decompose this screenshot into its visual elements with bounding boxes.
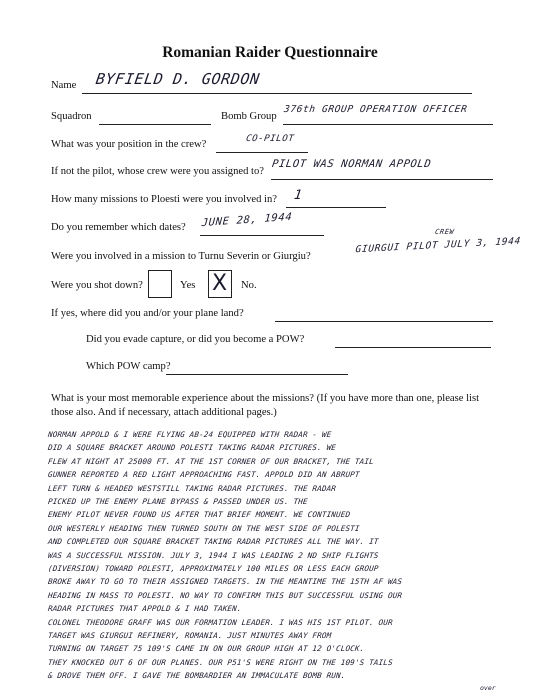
dates-label: Do you remember which dates? <box>51 222 186 233</box>
pow-camp-line <box>166 374 348 375</box>
missions-value: 1 <box>292 188 304 203</box>
page-title: Romanian Raider Questionnaire <box>162 44 378 61</box>
answer-line: GUNNER REPORTED A RED LIGHT APPROACHING FAST. APPOLD DID AN ABRUPT <box>47 470 361 480</box>
position-line <box>216 152 308 153</box>
pow-camp-label: Which POW camp? <box>86 361 171 372</box>
squadron-line <box>99 124 211 125</box>
evade-label: Did you evade capture, or did you become a POW? <box>86 334 305 345</box>
answer-line: WAS A SUCCESSFUL MISSION. JULY 3, 1944 I WAS LEADING 2 ND SHIP FLIGHTS <box>47 550 380 560</box>
over-note: over <box>480 684 496 692</box>
answer-line: THEY KNOCKED OUT 6 OF OUR PLANES. OUR P51'S WERE RIGHT ON THE 109'S TAILS <box>47 657 394 667</box>
name-label: Name <box>51 80 77 91</box>
name-line <box>82 93 472 94</box>
answer-line: OUR WESTERLY HEADING THEN TURNED SOUTH ON THE WEST SIDE OF POLESTI <box>47 523 361 533</box>
squadron-label: Squadron <box>51 111 92 122</box>
not-pilot-value: PILOT WAS NORMAN APPOLD <box>271 158 433 170</box>
dates-line <box>200 235 324 236</box>
answer-line: PICKED UP THE ENEMY PLANE BYPASS & PASSED UNDER US. THE <box>47 497 309 506</box>
yes-checkbox[interactable] <box>148 270 172 298</box>
turnu-insert: CREW <box>434 228 455 236</box>
no-check-mark: X <box>212 271 228 296</box>
no-label: No. <box>241 280 257 291</box>
position-value: CO-PILOT <box>245 134 295 144</box>
answer-line: (DIVERSION) TOWARD POLESTI, APPROXIMATELY 100 MILES OR LESS EACH GROUP <box>47 564 380 573</box>
bomb-group-value: 376th GROUP OPERATION OFFICER <box>283 104 469 115</box>
answer-line: DID A SQUARE BRACKET AROUND POLESTI TAKING RADAR PICTURES. WE <box>47 443 337 453</box>
answer-line: TURNING ON TARGET 75 109'S CAME IN ON OUR GROUP HIGH AT 12 O'CLOCK. <box>47 644 365 654</box>
answer-line: COLONEL THEODORE GRAFF WAS OUR FORMATION LEADER. I WAS HIS 1ST PILOT. OUR <box>47 617 394 627</box>
no-checkbox[interactable] <box>208 270 232 298</box>
where-land-line <box>275 321 493 322</box>
bomb-group-line <box>283 124 493 125</box>
shot-down-label: Were you shot down? <box>51 280 143 291</box>
yes-label: Yes <box>180 280 196 291</box>
answer-line: & DROVE THEM OFF. I GAVE THE BOMBARDIER AN IMMACULATE BOMB RUN. <box>47 671 346 681</box>
bomb-group-label: Bomb Group <box>221 111 277 122</box>
not-pilot-line <box>271 179 493 180</box>
answer-line: NORMAN APPOLD & I WERE FLYING AB-24 EQUIPPED WITH RADAR - WE <box>47 430 332 439</box>
evade-line <box>335 347 491 348</box>
missions-line <box>286 207 386 208</box>
turnu-value: GIURGUI PILOT JULY 3, 1944 <box>355 235 522 256</box>
answer-line: HEADING IN MASS TO POLESTI. NO WAY TO CONFIRM THIS BUT SUCCESSFUL USING OUR <box>47 590 403 600</box>
position-label: What was your position in the crew? <box>51 139 207 150</box>
memorable-label: What is your most memorable experience about the missions? (If you have more than one, please list those also. And if necessary, attach additional pages.) <box>51 393 480 418</box>
where-land-label: If yes, where did you and/or your plane land? <box>51 308 244 319</box>
dates-value: JUNE 28, 1944 <box>201 210 293 230</box>
answer-line: BROKE AWAY TO GO TO THEIR ASSIGNED TARGETS. IN THE MEANTIME THE 15TH AF WAS <box>47 577 403 587</box>
answer-line: TARGET WAS GIURGUI REFINERY, ROMANIA. JUST MINUTES AWAY FROM <box>47 631 332 640</box>
turnu-label: Were you involved in a mission to Turnu Severin or Giurgiu? <box>51 251 311 262</box>
answer-line: RADAR PICTURES THAT APPOLD & I HAD TAKEN. <box>47 604 243 614</box>
name-value: BYFIELD D. GORDON <box>94 70 261 88</box>
answer-line: FLEW AT NIGHT AT 25000 FT. AT THE 1ST CORNER OF OUR BRACKET, THE TAIL <box>47 456 375 466</box>
missions-label: How many missions to Ploesti were you involved in? <box>51 194 277 205</box>
answer-line: LEFT TURN & HEADED WESTSTILL TAKING RADAR PICTURES. THE RADAR <box>47 483 337 493</box>
answer-line: AND COMPLETED OUR SQUARE BRACKET TAKING RADAR PICTURES ALL THE WAY. IT <box>47 537 380 547</box>
answer-line: ENEMY PILOT NEVER FOUND US AFTER THAT BRIEF MOMENT. WE CONTINUED <box>47 510 351 520</box>
not-pilot-label: If not the pilot, whose crew were you assigned to? <box>51 166 264 177</box>
